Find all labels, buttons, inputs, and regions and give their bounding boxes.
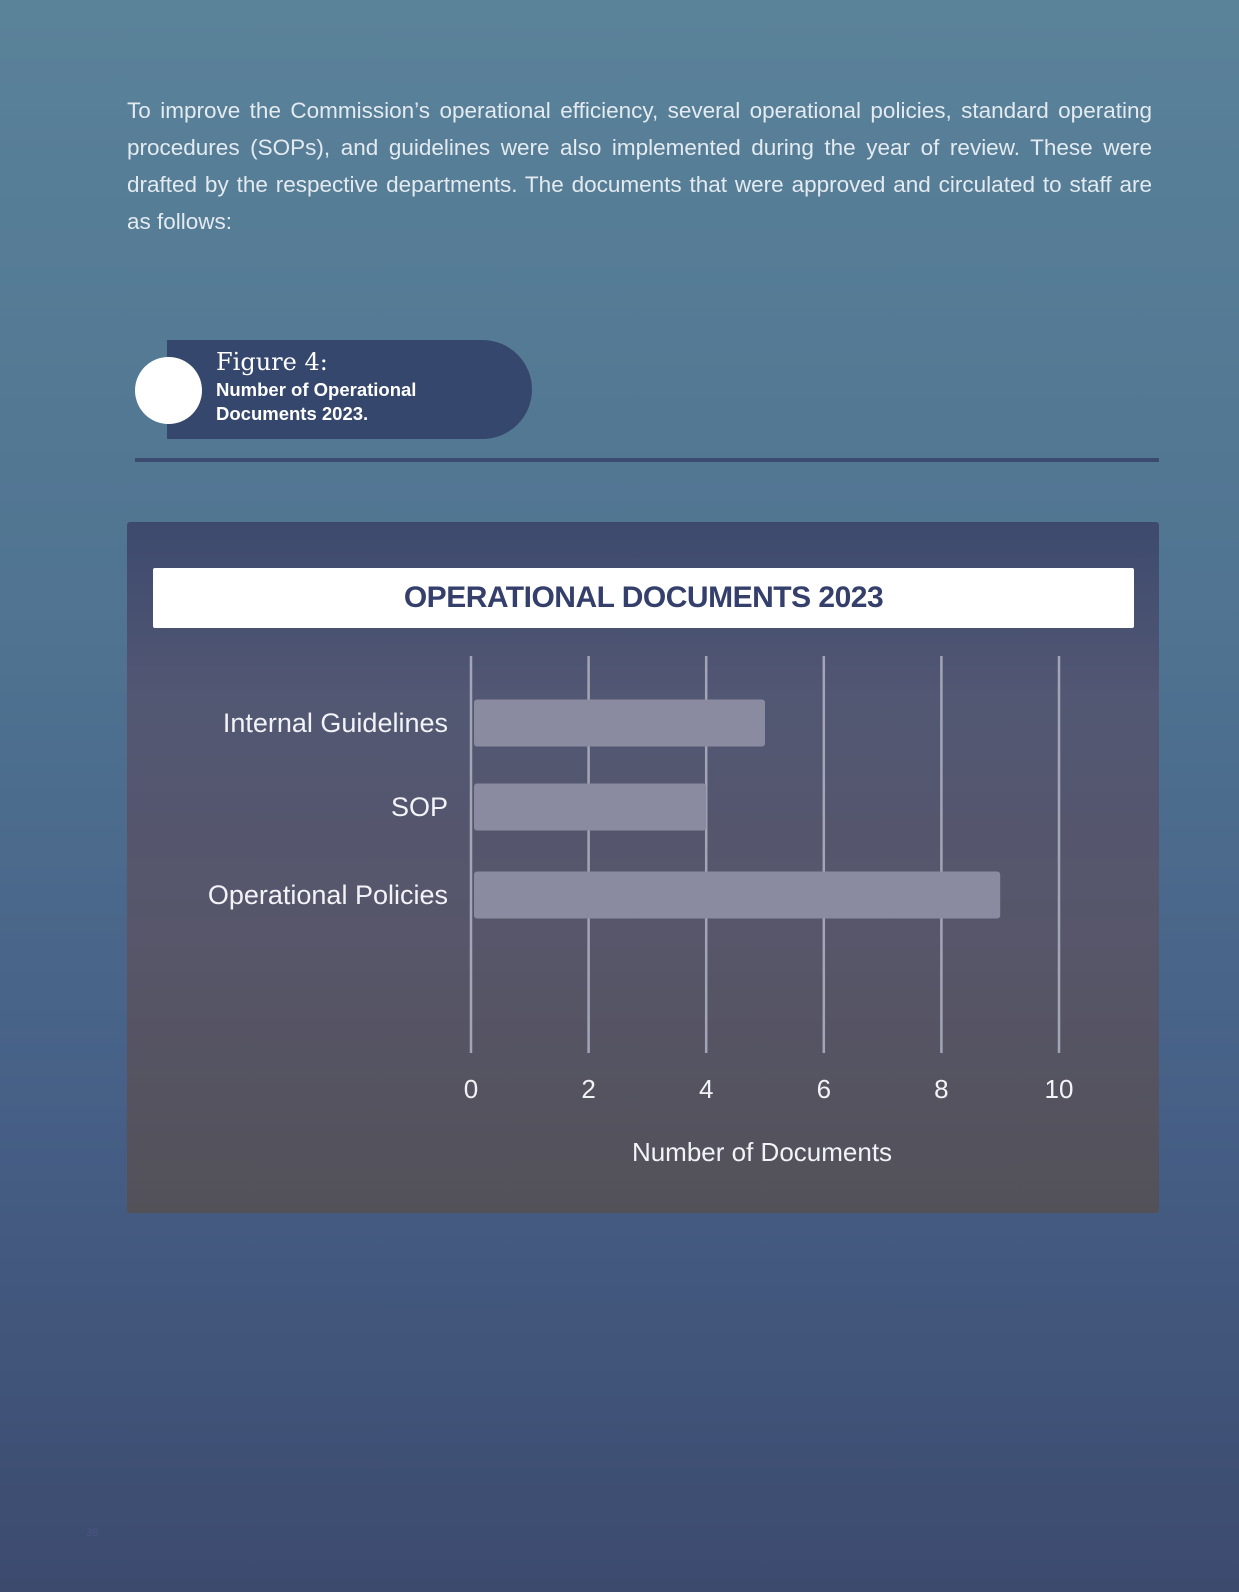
x-tick-label: 2 [581,1074,596,1104]
x-tick-label: 6 [816,1074,832,1104]
page-number: 38 [86,1527,99,1539]
intro-paragraph: To improve the Commission’s operational efficiency, several operational policies, standard operating procedures (SOPs), and guidelines were also implemented during the year of review. These were drafted by the respective departments. The documents that were approved and circulated to staff are as follows: [127,98,1152,234]
x-tick-label: 4 [698,1074,714,1104]
x-tick-label: 8 [934,1074,949,1104]
category-label: Operational Policies [207,880,448,910]
bar-internal-guidelines [474,700,765,747]
chart-title: OPERATIONAL DOCUMENTS 2023 [153,568,1134,628]
bar-sop [474,784,706,831]
x-tick-label: 0 [463,1074,479,1104]
figure-number: Figure 4: [216,348,328,376]
bar-operational-policies [474,872,1000,919]
figure-caption: Number of Operational Documents 2023. [216,379,417,424]
category-label: SOP [390,792,448,822]
x-tick-label: 10 [1044,1074,1074,1104]
x-axis-label: Number of Documents [631,1137,893,1167]
category-label: Internal Guidelines [222,708,448,738]
